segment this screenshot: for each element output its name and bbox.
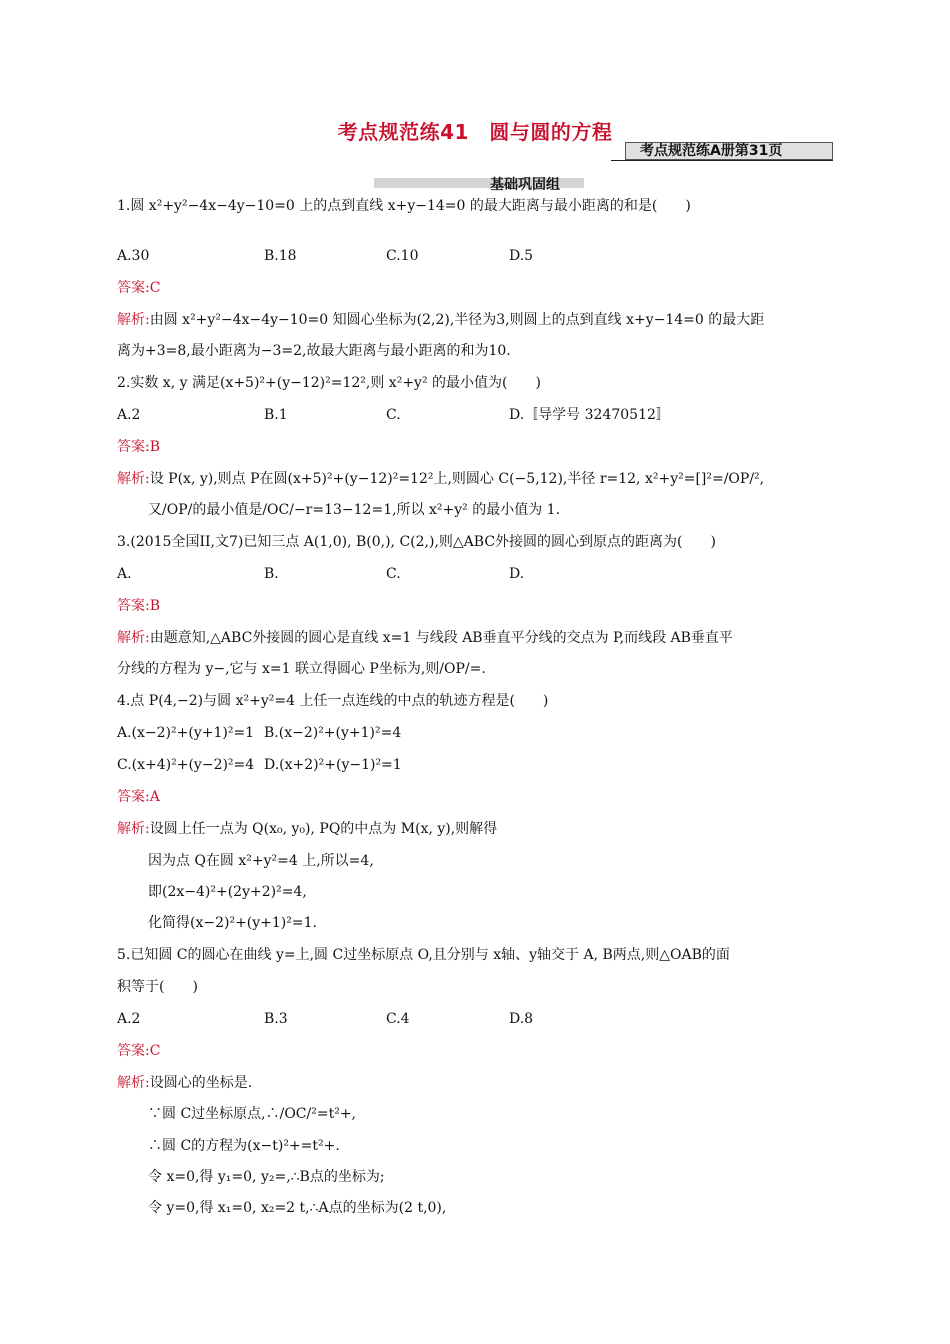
q2-exp-label: 解析: [117,471,150,487]
q4-explanation-line-3: 即(2x−4)²+(2y+2)²=4, [148,884,307,900]
q5-answer: 答案:C [117,1043,161,1059]
q5-option-d: D.8 [509,1011,534,1027]
q1-option-b: B.18 [264,248,297,264]
reference-box [611,140,833,161]
q5-explanation-line-5: 令 y=0,得 x₁=0, x₂=2 t,∴A点的坐标为(2 t,0), [148,1200,447,1216]
q3-answer: 答案:B [117,598,161,614]
q4-option-a: A.(x−2)²+(y+1)²=1 [117,725,255,741]
q5-stem-line-1: 5.已知圆 C的圆心在曲线 y=上,圆 C过坐标原点 O,且分别与 x轴、y轴交于 A, B两点,则△OAB的面 [117,947,730,963]
q4-explanation-line-4: 化简得(x−2)²+(y+1)²=1. [148,915,317,931]
q3-option-b: B. [264,566,279,582]
q3-option-c: C. [386,566,401,582]
q2-stem: 2.实数 x, y 满足(x+5)²+(y−12)²=12²,则 x²+y² 的最小值为( ) [117,375,541,391]
q3-explanation-line-1 [117,628,733,648]
q1-option-d: D.5 [509,248,534,264]
q4-option-b: B.(x−2)²+(y+1)²=4 [264,725,402,741]
q4-stem: 4.点 P(4,−2)与圆 x²+y²=4 上任一点连线的中点的轨迹方程是( ) [117,693,549,709]
q3-explanation-line-2: 分线的方程为 y−,它与 x=1 联立得圆心 P坐标为,则/OP/=. [117,661,486,677]
q1-option-c: C.10 [386,248,419,264]
q3-option-d: D. [509,566,525,582]
section-title: 基础巩固组 [490,177,560,193]
q2-explanation-line-1 [117,469,764,489]
q5-option-a: A.2 [117,1011,141,1027]
q3-stem: 3.(2015全国II,文7)已知三点 A(1,0), B(0,), C(2,),则△ABC外接圆的圆心到原点的距离为( ) [117,534,716,550]
q5-exp-text-1: 设圆心的坐标是. [149,1075,253,1091]
q5-option-b: B.3 [264,1011,288,1027]
q3-exp-label: 解析: [117,630,150,646]
q5-explanation-line-2: ∵圆 C过坐标原点,∴/OC/²=t²+, [148,1106,356,1122]
q4-exp-text-1: 设圆上任一点为 Q(x₀, y₀), PQ的中点为 M(x, y),则解得 [149,821,498,837]
q4-explanation-line-2: 因为点 Q在圆 x²+y²=4 上,所以=4, [148,853,374,869]
q5-explanation-line-3: ∴圆 C的方程为(x−t)²+=t²+. [148,1138,340,1154]
q4-option-d: D.(x+2)²+(y−1)²=1 [264,757,402,773]
q1-stem: 1.圆 x²+y²−4x−4y−10=0 上的点到直线 x+y−14=0 的最大距离与最小距离的和是( ) [117,198,691,214]
q3-option-a: A. [117,566,132,582]
q2-explanation-line-2: 又/OP/的最小值是/OC/−r=13−12=1,所以 x²+y² 的最小值为 1. [148,502,561,518]
page-title: 考点规范练41 圆与圆的方程 [337,120,613,144]
q5-explanation-line-4: 令 x=0,得 y₁=0, y₂=,∴B点的坐标为; [148,1169,385,1185]
q1-option-a: A.30 [117,248,150,264]
q1-exp-label: 解析: [117,312,150,328]
q5-exp-label: 解析: [117,1075,150,1091]
q2-answer: 答案:B [117,439,161,455]
q2-exp-text-1: 设 P(x, y),则点 P在圆(x+5)²+(y−12)²=12²上,则圆心 C(−5,12),半径 r=12, x²+y²=[]²=/OP/², [149,471,765,487]
reference-label: 考点规范练A册第31页 [625,142,833,160]
q4-option-c: C.(x+4)²+(y−2)²=4 [117,757,255,773]
q1-explanation-line-1 [117,310,764,330]
q2-option-d: D.〚导学号 32470512〛 [509,407,670,423]
q4-explanation-line-1 [117,819,497,839]
q5-stem-line-2: 积等于( ) [117,979,198,995]
q2-option-c: C. [386,407,401,423]
q1-answer: 答案:C [117,280,161,296]
q4-exp-label: 解析: [117,821,150,837]
q5-explanation-line-1 [117,1073,252,1093]
q1-exp-text-1: 由圆 x²+y²−4x−4y−10=0 知圆心坐标为(2,2),半径为3,则圆上的点到直线 x+y−14=0 的最大距 [149,312,765,328]
q4-answer: 答案:A [117,789,160,805]
q2-option-b: B.1 [264,407,288,423]
q3-exp-text-1: 由题意知,△ABC外接圆的圆心是直线 x=1 与线段 AB垂直平分线的交点为 P,而线段 AB垂直平 [149,630,733,646]
q2-option-a: A.2 [117,407,141,423]
q5-option-c: C.4 [386,1011,410,1027]
q1-explanation-line-2: 离为+3=8,最小距离为−3=2,故最大距离与最小距离的和为10. [117,343,511,359]
